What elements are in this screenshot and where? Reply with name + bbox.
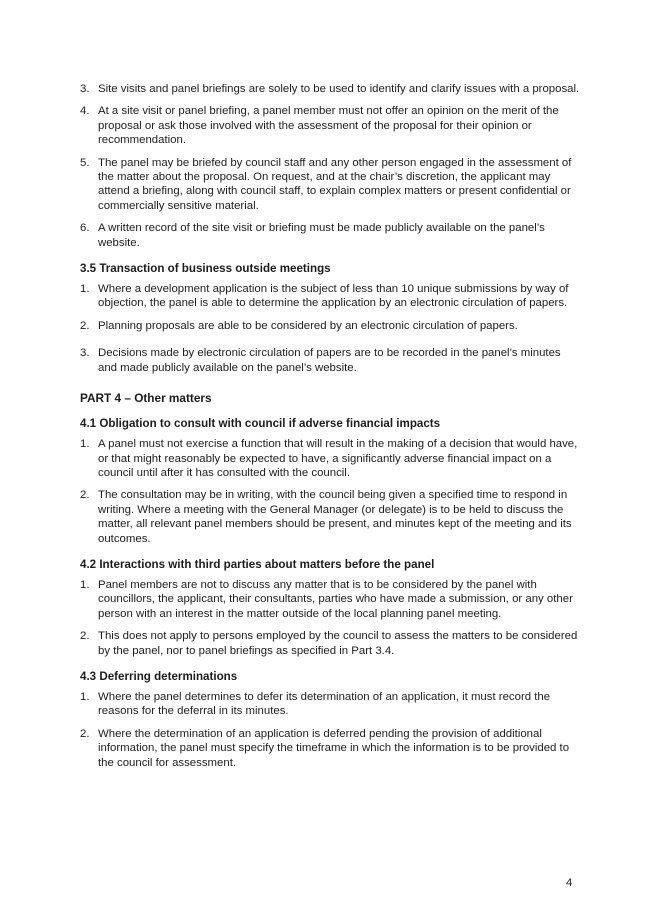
item-text: The panel may be briefed by council staff and any other person engaged in the assessment of the matter about the proposal. On request, and at the chair’s discretion, the applicant may attend a briefing, along with council staff, to explain complex matters or present confidential or commercially sensitive material. bbox=[98, 156, 572, 212]
item-text: Where the panel determines to defer its determination of an application, it must record the reasons for the deferral in its minutes. bbox=[98, 690, 551, 718]
item-number: 2. bbox=[80, 489, 90, 502]
item-number: 2. bbox=[80, 727, 90, 740]
section-3-5-list bbox=[80, 282, 580, 375]
list-item bbox=[80, 437, 580, 480]
item-text: This does not apply to persons employed by the council to assess the matters to be considered by the panel, nor to panel briefings as specified in Part 3.4. bbox=[98, 630, 578, 657]
item-number: 6. bbox=[80, 222, 90, 235]
item-number: 2. bbox=[80, 630, 90, 643]
item-number: 3. bbox=[80, 347, 90, 360]
list-item bbox=[80, 629, 580, 658]
list-item bbox=[80, 82, 580, 96]
item-text: Where the determination of an application is deferred pending the provision of additional information, the panel must specify the timeframe in which the information is to be provided to the council for assessment. bbox=[98, 727, 570, 769]
section-heading-3-5: 3.5 Transaction of business outside meetings bbox=[80, 262, 331, 276]
section-4-3-list bbox=[80, 690, 580, 770]
item-text: The consultation may be in writing, with the council being given a specified time to respond in writing. Where a meeting with the General Manager (or delegate) is to be held to discuss the matter, all relevant panel members should be present, and minutes kept of the meeting and its outcomes. bbox=[98, 489, 572, 545]
item-text: At a site visit or panel briefing, a panel member must not offer an opinion on the merit of the proposal or ask those involved with the assessment of the proposal for their opinion or recommendation. bbox=[98, 105, 559, 147]
item-number: 2. bbox=[80, 319, 90, 332]
list-item bbox=[80, 488, 580, 546]
item-text: Decisions made by electronic circulation of papers are to be recorded in the panel’s minutes and made publicly available on the panel’s website. bbox=[98, 347, 561, 374]
part-heading: PART 4 – Other matters bbox=[80, 391, 212, 406]
item-text: A written record of the site visit or briefing must be made publicly available on the panel’s website. bbox=[98, 222, 545, 249]
item-text: Where a development application is the subject of less than 10 unique submissions by way of objection, the panel is able to determine the application by an electronic circulation of papers. bbox=[98, 283, 569, 310]
item-number: 5. bbox=[80, 156, 90, 169]
section-3-4-list bbox=[80, 82, 580, 250]
item-number: 4. bbox=[80, 105, 90, 118]
section-heading-4-1: 4.1 Obligation to consult with council if adverse financial impacts bbox=[80, 417, 441, 431]
page-content bbox=[80, 82, 580, 778]
item-text: Panel members are not to discuss any matter that is to be considered by the panel with councillors, the applicant, their consultants, parties who have made a submission, or any other person with an interest in the matter outside of the local planning panel meeting. bbox=[98, 578, 573, 620]
item-text: A panel must not exercise a function that will result in the making of a decision that would have, or that might reasonably be expected to have, a significantly adverse financial impact on a council until after it has consulted with the council. bbox=[98, 438, 578, 479]
list-item bbox=[80, 282, 580, 311]
item-number: 1. bbox=[80, 578, 90, 591]
item-text: Site visits and panel briefings are solely to be used to identify and clarify issues with a proposal. bbox=[98, 83, 580, 95]
item-number: 1. bbox=[80, 283, 90, 296]
list-item bbox=[80, 319, 580, 333]
section-heading-4-3: 4.3 Deferring determinations bbox=[80, 669, 238, 683]
list-item bbox=[80, 156, 580, 214]
item-number: 1. bbox=[80, 438, 90, 451]
list-item bbox=[80, 221, 580, 250]
section-4-1-list bbox=[80, 437, 580, 546]
item-number: 3. bbox=[80, 83, 90, 95]
page-number: 4 bbox=[566, 877, 573, 889]
section-heading-4-2: 4.2 Interactions with third parties about matters before the panel bbox=[80, 557, 435, 571]
list-item bbox=[80, 346, 580, 375]
item-number: 1. bbox=[80, 690, 90, 703]
list-item bbox=[80, 578, 580, 621]
list-item bbox=[80, 727, 580, 770]
list-item bbox=[80, 690, 580, 719]
section-4-2-list bbox=[80, 578, 580, 658]
list-item bbox=[80, 104, 580, 147]
item-text: Planning proposals are able to be considered by an electronic circulation of papers. bbox=[98, 319, 518, 332]
